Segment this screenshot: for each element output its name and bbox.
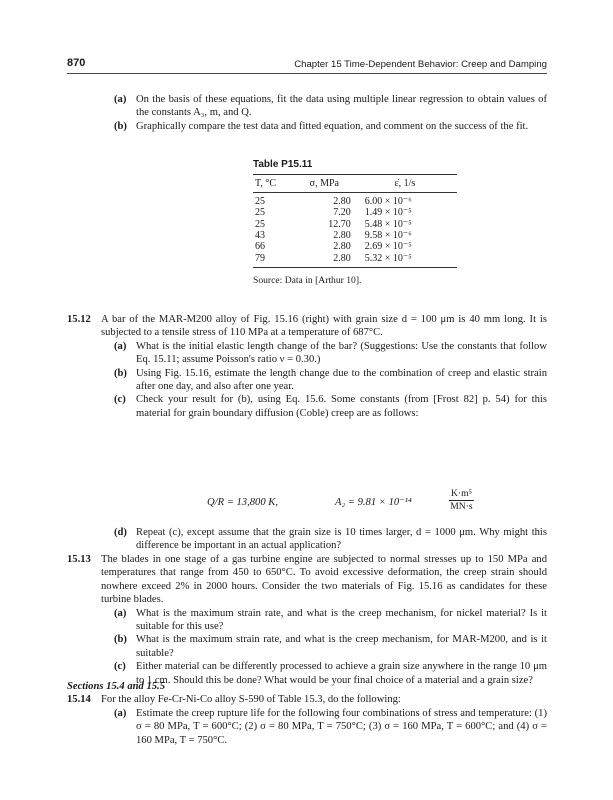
coble-equation	[67, 488, 547, 518]
problem-15-12	[67, 313, 547, 420]
part-d: (d) Repeat (c), except assume that the grain size is 10 times larger, d = 1000 μm. Why might this difference be important in an actual application?	[114, 527, 547, 552]
part-b: (b) Graphically compare the test data and fitted equation, and comment on the success of the fit.	[114, 120, 529, 132]
table-p15-11	[253, 158, 458, 288]
data-table	[253, 174, 457, 268]
units-fraction	[449, 488, 474, 512]
page-number: 870	[67, 57, 86, 69]
unit-numerator: K·m⁵	[451, 488, 472, 499]
a2-constant: A₂ = 9.81 × 10⁻¹⁴	[335, 497, 412, 508]
col-header: σ, MPa	[296, 175, 353, 192]
table-row: 66 2.80 2.69 × 10⁻⁵	[255, 241, 412, 253]
table-header-row	[253, 175, 457, 192]
problem-number: 15.12	[67, 314, 91, 325]
part-c: (c) Either material can be differently processed to achieve a grain size anywhere in the range 10 μm to 1 cm. Should this be done? What would be your final choice of a material and a grain size?	[114, 661, 547, 686]
problem-statement: 15.13 The blades in one stage of a gas turbine engine are subjected to normal stresses up to 150 MPa and temperatures that range from 450 to 650°C. To avoid excessive deformation, the creep strain should nowhere exceed 2% in 2000 hours. Consider the two materials of Fig. 15.16 as candidates for these turbine blades.	[67, 554, 547, 606]
table-row: 25 2.80 6.00 × 10⁻⁶	[255, 195, 412, 207]
table-row: 79 2.80 5.32 × 10⁻⁵	[253, 253, 457, 268]
problem-15-13	[67, 553, 547, 687]
unit-denominator: MN·s	[450, 501, 473, 512]
part-b: (b) What is the maximum strain rate, and what is the creep mechanism, for MAR-M200, and is it suitable?	[114, 634, 547, 659]
problem-15-14: 15.14 For the alloy Fe-Cr-Ni-Co alloy S-590 of Table 15.3, do the following:	[67, 694, 401, 706]
problem-number: 15.13	[67, 554, 91, 565]
previous-problem-parts	[67, 93, 547, 133]
col-header: ε̇, 1/s	[353, 175, 457, 192]
part-a: (a) What is the maximum strain rate, and what is the creep mechanism, for nickel material? Is it suitable for this use?	[114, 607, 547, 633]
section-heading: Sections 15.4 and 15.5	[67, 681, 166, 692]
part-a: (a) Estimate the creep rupture life for the following four combinations of stress and temperature: (1) σ = 80 MPa, T = 600°C; (2) σ = 80 MPa, T = 750°C; (3) σ = 160 MPa, T = 600°C; and (4) σ = 160 MPa, T = 750°C.	[114, 707, 547, 746]
part-c: (c) Check your result for (b), using Eq. 15.6. Some constants (from [Frost 82] p. 54) for this material for grain boundary diffusion (Coble) creep are as follows:	[114, 394, 547, 419]
table-row: 25 7.20 1.49 × 10⁻⁵	[255, 207, 412, 219]
part-a: (a) What is the initial elastic length change of the bar? (Suggestions: Use the constants that follow Eq. 15.11; assume Poisson's ratio ν = 0.30.)	[114, 340, 547, 366]
problem-15-12-part-d	[67, 526, 547, 553]
table-row: 43 2.80 9.58 × 10⁻⁶	[255, 230, 412, 242]
problem-statement: 15.12 A bar of the MAR-M200 alloy of Fig. 15.16 (right) with grain size d = 100 μm is 40 mm long. It is subjected to a tensile stress of 110 MPa at a temperature of 687°C.	[67, 314, 547, 339]
table-caption: Table P15.11	[253, 159, 313, 170]
running-header	[67, 55, 547, 74]
table-source: Source: Data in [Arthur 10].	[253, 275, 362, 287]
col-header: T, °C	[253, 175, 296, 192]
part-b: (b) Using Fig. 15.16, estimate the length change due to the combination of creep and elastic strain after one day, and also after one year.	[114, 367, 547, 393]
chapter-title: Chapter 15 Time-Dependent Behavior: Creep and Damping	[294, 59, 547, 70]
problem-number: 15.14	[67, 694, 91, 706]
q-over-r: Q/R = 13,800 K,	[207, 497, 279, 508]
part-a: (a) On the basis of these equations, fit the data using multiple linear regression to obtain values of the constants A₃, m, and Q.	[114, 94, 547, 119]
sections-15-4-15-5	[67, 680, 547, 747]
table-row: 25 12.70 5.48 × 10⁻⁵	[255, 218, 412, 230]
